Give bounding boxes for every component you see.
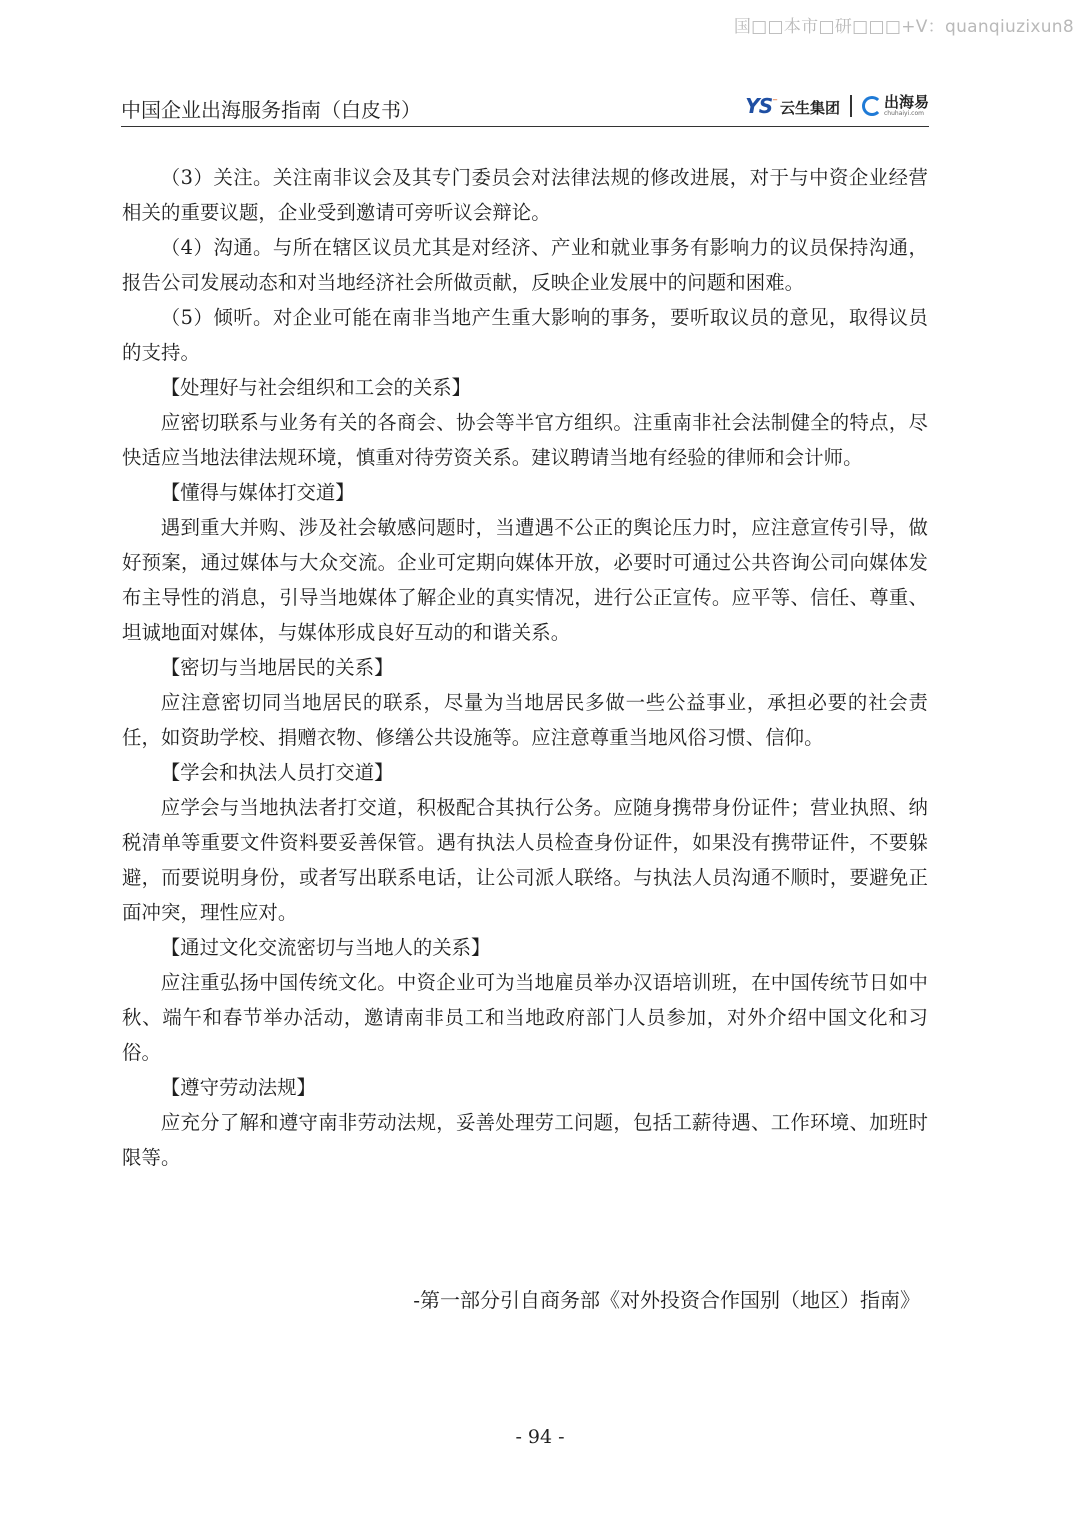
source-citation: -第一部分引自商务部《对外投资合作国别（地区）指南》: [413, 1288, 920, 1312]
paragraph-local-residents: 应注意密切同当地居民的联系，尽量为当地居民多做一些公益事业，承担必要的社会责任，如资助学校、捐赠衣物、修缮公共设施等。应注意尊重当地风俗习惯、信仰。: [122, 691, 928, 749]
paragraph-attention: （3）关注。关注南非议会及其专门委员会对法律法规的修改进展，对于与中资企业经营相关的重要议题，企业受到邀请可旁听议会辩论。: [122, 166, 928, 224]
header-logos: [745, 94, 929, 118]
chuhaiyi-logo-name: 出海易: [883, 93, 929, 111]
yunsheng-logo-mark: YS⁻: [745, 94, 777, 118]
section-heading-labor-law: 【遵守劳动法规】: [160, 1076, 316, 1099]
paragraph-cultural-exchange: 应注重弘扬中国传统文化。中资企业可为当地雇员举办汉语培训班，在中国传统节日如中秋、端午和春节举办活动，邀请南非员工和当地政府部门人员参加，对外介绍中国文化和习俗。: [122, 971, 928, 1064]
paragraph-labor-law: 应充分了解和遵守南非劳动法规，妥善处理劳工问题，包括工薪待遇、工作环境、加班时限等。: [122, 1111, 928, 1169]
yunsheng-logo-name: 云生集团: [779, 99, 840, 117]
chuhaiyi-logo: [862, 95, 929, 117]
paragraph-media: 遇到重大并购、涉及社会敏感问题时，当遭遇不公正的舆论压力时，应注意宣传引导，做好预案，通过媒体与大众交流。企业可定期向媒体开放，必要时可通过公共咨询公司向媒体发布主导性的消息，引导当地媒体了解企业的真实情况，进行公正宣传。应平等、信任、尊重、坦诚地面对媒体，与媒体形成良好互动的和谐关系。: [122, 516, 928, 644]
paragraph-listening: （5）倾听。对企业可能在南非当地产生重大影响的事务，要听取议员的意见，取得议员的支持。: [122, 306, 928, 364]
section-heading-local-residents: 【密切与当地居民的关系】: [160, 656, 394, 679]
document-title: 中国企业出海服务指南（白皮书）: [121, 98, 421, 122]
section-heading-law-enforcement: 【学会和执法人员打交道】: [160, 761, 394, 784]
chuhaiyi-logo-domain: chuhaiyi.com: [883, 110, 924, 117]
logo-divider: [850, 95, 852, 117]
paragraph-social-organizations: 应密切联系与业务有关的各商会、协会等半官方组织。注重南非社会法制健全的特点，尽快适应当地法律法规环境，慎重对待劳资关系。建议聘请当地有经验的律师和会计师。: [122, 411, 928, 469]
page-body: [122, 160, 928, 1175]
page-number: - 94 -: [515, 1426, 565, 1448]
chuhaiyi-c-icon: [862, 96, 882, 116]
section-heading-social-organizations: 【处理好与社会组织和工会的关系】: [160, 376, 472, 399]
section-heading-cultural-exchange: 【通过文化交流密切与当地人的关系】: [160, 936, 491, 959]
paragraph-law-enforcement: 应学会与当地执法者打交道，积极配合其执行公务。应随身携带身份证件；营业执照、纳税清单等重要文件资料要妥善保管。遇有执法人员检查身份证件，如果没有携带证件，不要躲避，而要说明身份，或者写出联系电话，让公司派人联络。与执法人员沟通不顺时，要避免正面冲突，理性应对。: [122, 796, 928, 924]
section-heading-media: 【懂得与媒体打交道】: [160, 481, 355, 504]
yunsheng-logo: [745, 94, 840, 118]
watermark: 国□□本市□研□□□+V：quanqiuzixun8: [733, 17, 1074, 37]
page-header: [121, 90, 929, 127]
paragraph-communication: （4）沟通。与所在辖区议员尤其是对经济、产业和就业事务有影响力的议员保持沟通，报告公司发展动态和对当地经济社会所做贡献，反映企业发展中的问题和困难。: [122, 236, 928, 294]
